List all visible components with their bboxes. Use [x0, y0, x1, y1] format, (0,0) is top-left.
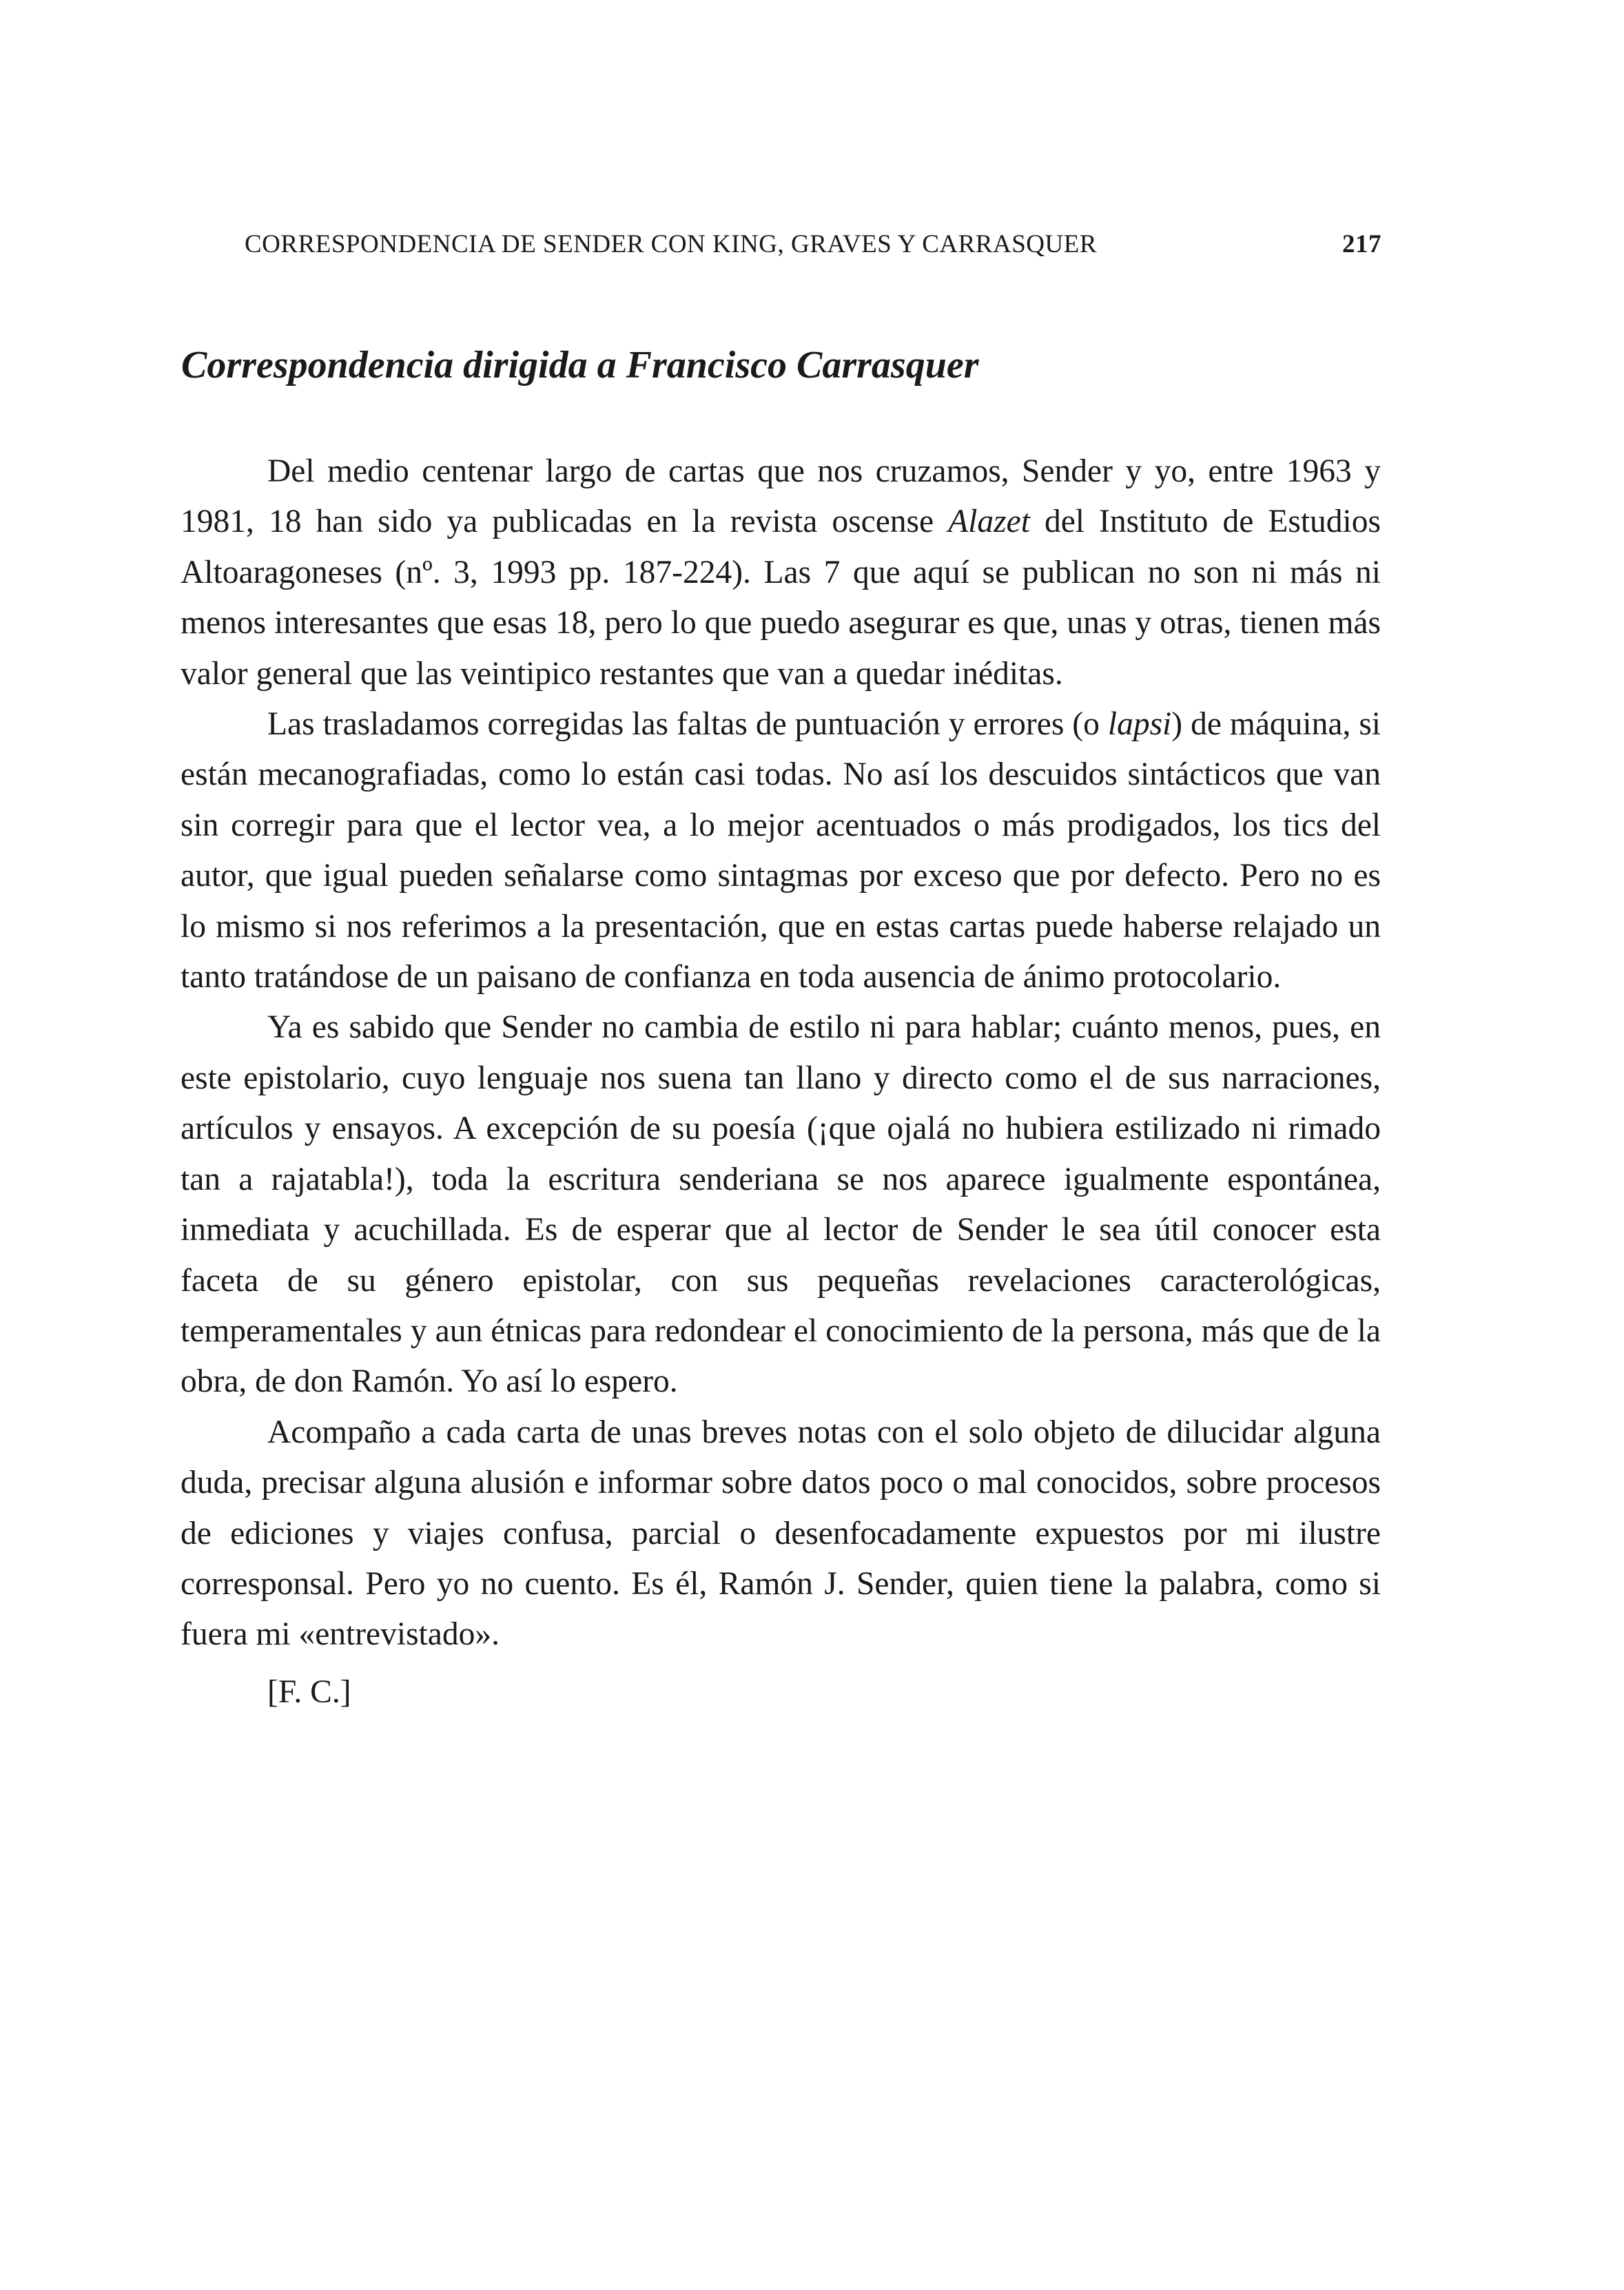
journal-title-italic: Alazet — [948, 504, 1030, 540]
running-head — [245, 227, 1381, 262]
paragraph-1-text-a: Del medio centenar largo de cartas que nos cruzamos, Sender y yo, entre 1963 y 1981, 18 han sido ya publicadas en la revista oscense — [181, 453, 1381, 540]
page-number: 217 — [1342, 230, 1381, 258]
paragraph-3: Ya es sabido que Sender no cambia de estilo ni para hablar; cuánto menos, pues, en este epistolario, cuyo lenguaje nos suena tan llano y directo como el de sus narraciones, artículos y ensayos. A excepción de su poesía (¡que ojalá no hubiera estilizado ni rimado tan a rajatabla!), toda la escritura senderiana se nos aparece igualmente espontánea, inmediata y acuchillada. Es de esperar que al lector de Sender le sea útil conocer esta faceta de su género epistolar, con sus pequeñas revelaciones caracterológicas, temperamentales y aun étnicas para redondear el conocimiento de la persona, más que de la obra, de don Ramón. Yo así lo espero. — [181, 1009, 1381, 1400]
paragraph-1-text-b: del Instituto de Estudios Altoaragoneses (nº. 3, 1993 pp. 187-224). Las 7 que aquí se publican no son ni más ni menos interesantes que esas 18, pero lo que puedo asegurar es que, unas y otras, tienen más valor general que las veintipico restantes que van a quedar inéditas. — [181, 504, 1381, 692]
signature: [F. C.] — [267, 1673, 351, 1710]
paragraph-4: Acompaño a cada carta de unas breves notas con el solo objeto de dilucidar alguna duda, precisar alguna alusión e informar sobre datos poco o mal conocidos, sobre procesos de ediciones y viajes confusa, parcial o desenfocadamente expuestos por mi ilustre corresponsal. Pero yo no cuento. Es él, Ramón J. Sender, quien tiene la palabra, como si fuera mi «entrevistado». — [181, 1414, 1381, 1653]
lapsi-italic: lapsi — [1107, 706, 1172, 743]
paragraph-1 — [181, 446, 1381, 699]
section-heading: Correspondencia dirigida a Francisco Carrasquer — [181, 344, 979, 386]
paragraph-2-text-a: Las trasladamos corregidas las faltas de puntuación y errores (o — [267, 706, 1108, 743]
paragraph-2-text-b: ) de máquina, si están mecanografiadas, como lo están casi todas. No así los descuidos sintácticos que van sin corregir para que el lector vea, a lo mejor acentuados o más prodigados, los tics del autor, que igual pueden señalarse como sintagmas por exceso que por defecto. Pero no es lo mismo si nos referimos a la presentación, que en estas cartas puede haberse relajado un tanto tratándose de un paisano de confianza en toda ausencia de ánimo protocolario. — [181, 706, 1381, 996]
paragraph-2 — [181, 699, 1381, 1002]
running-head-title: CORRESPONDENCIA DE SENDER CON KING, GRAVES Y CARRASQUER — [245, 230, 1097, 258]
body-text — [181, 446, 1381, 1718]
